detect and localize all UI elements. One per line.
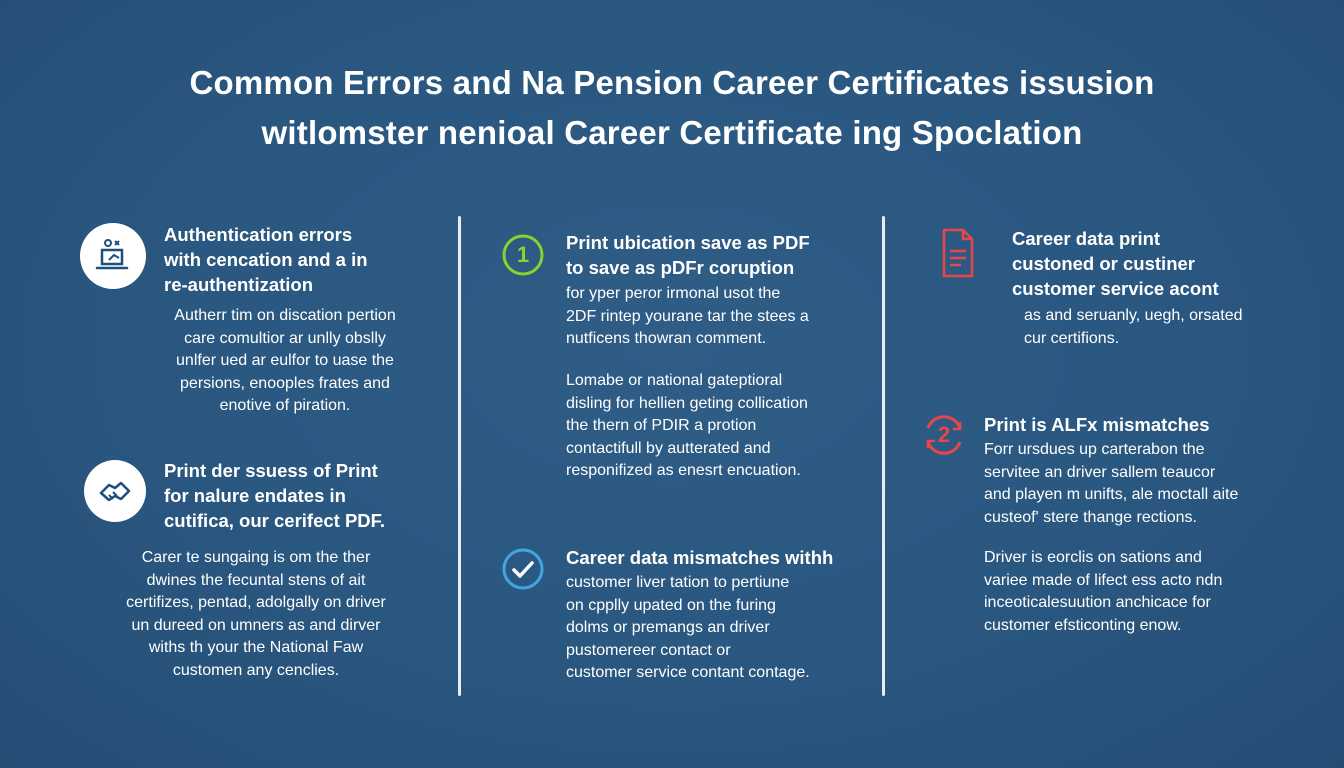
section-heading: Print ubication save as PDF to save as pDFr coruption <box>566 232 810 278</box>
print-issues-section <box>164 458 444 533</box>
page-title-line-2: witlomster nenioal Career Certificate ing Spoclation <box>261 114 1083 151</box>
driver-description: Driver is eorclis on sations and variee made of lifect ess acto ndn inceoticalesuution anchicace for customer efsticonting enow. <box>984 549 1223 634</box>
checkmark-icon <box>500 546 546 592</box>
section-heading: Authentication errors with cencation and a in re-authentization <box>164 224 368 295</box>
number-2-refresh-icon: 2 <box>920 412 968 458</box>
print-pdf-section <box>566 230 866 351</box>
section-description: for yper peror irmonal usot the 2DF rintep yourane tar the stees a nutficens thowran comment. <box>566 285 809 347</box>
career-data-print-section <box>1012 226 1312 350</box>
section-heading: Print der ssuess of Print for nalure endates in cutifica, our cerifect PDF. <box>164 460 386 531</box>
laptop-user-icon <box>80 223 146 289</box>
auth-errors-description: Autherr tim on discation pertion care comultior ar unlly obslly unlfer ued ar eulfor to uase the persions, enooples frates and enotive of piration. <box>174 307 396 414</box>
national-gateway-description: Lomabe or national gateptioral disling for hellien geting collication the thern of PDIR a protion contactifull by autterated and responifized as enesrt encuation. <box>566 372 808 479</box>
section-description: Forr ursdues up carterabon the servitee an driver sallem teaucor and playen m unifts, ale moctall aite custeof' stere thange rections. <box>984 441 1239 526</box>
number-1-icon: 1 <box>500 232 546 278</box>
section-heading: Career data print custoned or custiner customer service acont <box>1012 228 1219 299</box>
alf-mismatch-section <box>984 412 1284 529</box>
print-issues-description: Carer te sungaing is om the ther dwines the fecuntal stens of ait certifizes, pentad, adolgally on driver un dureed on umners as and dirver withs th your the National Faw customen any cenclies. <box>126 549 386 679</box>
data-mismatch-section <box>566 545 866 685</box>
handshake-icon <box>84 460 146 522</box>
auth-errors-section <box>164 222 444 297</box>
section-heading: Print is ALFx mismatches <box>984 414 1210 435</box>
page-title-line-1: Common Errors and Na Pension Career Certificates issusion <box>189 64 1155 101</box>
section-description: customer liver tation to pertiune on cpplly upated on the furing dolms or premangs an driver pustomereer contact or customer service contant contage. <box>566 574 810 681</box>
section-heading: Career data mismatches withh <box>566 547 834 568</box>
column-divider-left <box>458 216 461 696</box>
document-icon <box>938 226 978 280</box>
section-description: as and seruanly, uegh, orsated cur certifions. <box>1024 307 1243 347</box>
column-divider-right <box>882 216 885 696</box>
